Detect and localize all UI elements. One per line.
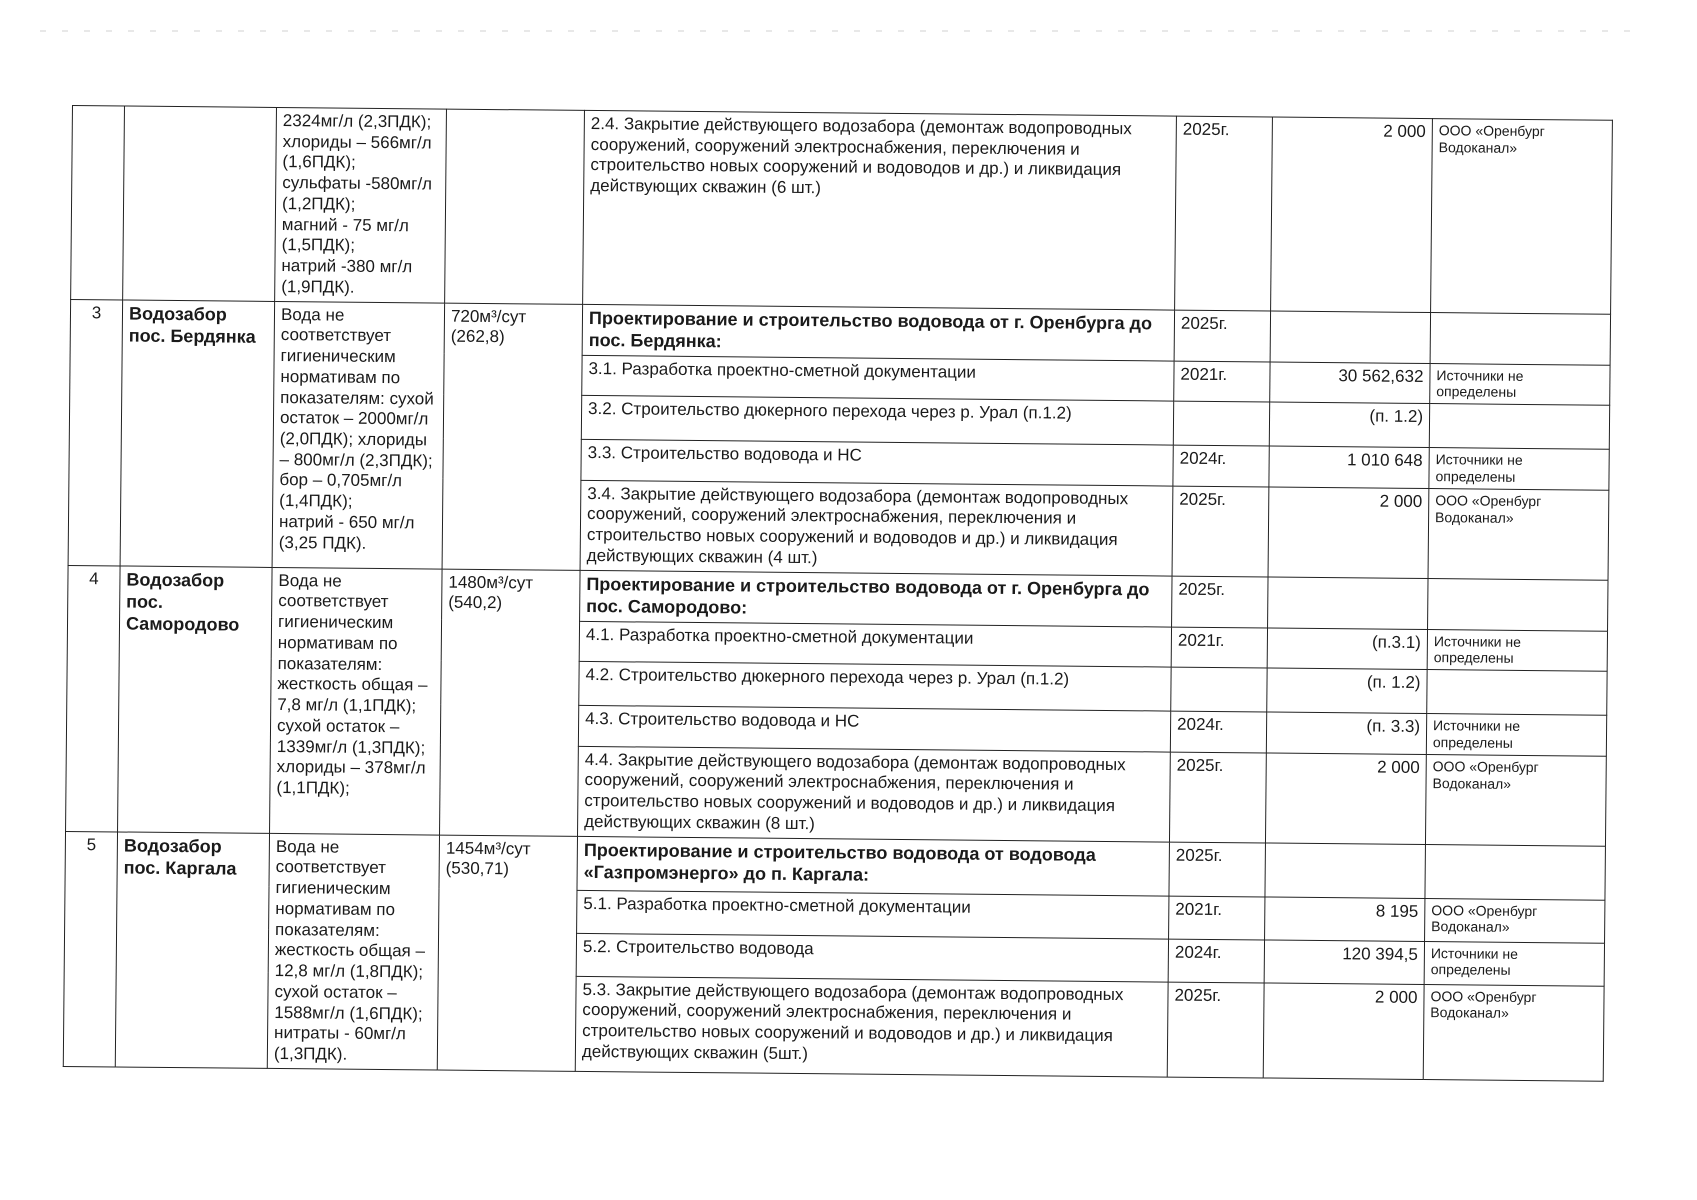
work-cost: (п. 1.2) [1267, 668, 1427, 714]
row-number: 3 [68, 299, 123, 566]
work-cost: (п.3.1) [1267, 628, 1427, 670]
work-year: 2024г. [1168, 939, 1264, 983]
work-cost: 2 000 [1265, 753, 1426, 844]
work-cost: 2 000 [1268, 487, 1429, 578]
funding-source [1428, 578, 1608, 631]
work-cost [1268, 577, 1428, 629]
funding-source: ООО «Оренбург Водоканал» [1431, 119, 1613, 314]
funding-source: Источники не определены [1427, 629, 1607, 671]
work-year [1173, 401, 1269, 446]
work-cost: 120 394,5 [1264, 940, 1424, 985]
work-cost: (п. 3.3) [1266, 712, 1426, 754]
funding-source [1430, 312, 1610, 365]
work-cost [1265, 843, 1426, 898]
work-item: 5.1. Разработка проектно-сметной документации [577, 890, 1169, 939]
work-year [1171, 667, 1267, 712]
work-header: Проектирование и строительство водовода от г. Оренбурга до пос. Самородово: [580, 570, 1172, 627]
water-quality-description: Вода не соответствует гигиеническим нормативам по показателям: жесткость общая – 12,8 мг/л (1,8ПДК); сухой остаток – 1588мг/л (1,6ПДК); нитраты - 60мг/л (1,3ПДК). [267, 833, 439, 1070]
work-year: 2021г. [1174, 361, 1270, 403]
work-item: 3.4. Закрытие действующего водозабора (демонтаж водопроводных сооружений, сооружений электроснабжения, переключения и строительство новых сооружений и водоводов и др.) и ликвидация действующих скважин (4 шт.) [580, 480, 1173, 576]
funding-source [1427, 670, 1607, 716]
work-cost: 2 000 [1271, 117, 1433, 312]
table-row [71, 106, 1613, 314]
intake-capacity: 720м³/сут (262,8) [442, 303, 583, 570]
row-number [71, 106, 125, 300]
work-cost: (п. 1.2) [1269, 402, 1429, 448]
funding-source [1425, 844, 1606, 900]
work-year: 2024г. [1173, 445, 1269, 487]
work-year: 2021г. [1171, 627, 1267, 669]
work-year: 2025г. [1172, 486, 1269, 577]
work-item: 5.2. Строительство водовода [576, 933, 1168, 982]
work-year: 2025г. [1172, 576, 1268, 628]
work-item: 3.2. Строительство дюкерного перехода через р. Урал (п.1.2) [581, 396, 1173, 446]
water-quality-description: Вода не соответствует гигиеническим нормативам по показателям: жесткость общая – 7,8 мг/л (1,1ПДК); сухой остаток – 1339мг/л (1,3ПДК); хлориды – 378мг/л (1,1ПДК); [270, 567, 443, 835]
work-item: 2.4. Закрытие действующего водозабора (демонтаж водопроводных сооружений, сооружений электроснабжения, переключения и строительство новых сооружений и водоводов и др.) и ликвидация действующих скважин (6 шт.) [583, 110, 1177, 309]
work-item: 4.3. Строительство водовода и НС [578, 706, 1170, 752]
water-quality-description: 2324мг/л (2,3ПДК); хлориды – 566мг/л (1,6ПДК); сульфаты -580мг/л (1,2ПДК); магний - 75 мг/л (1,5ПДК); натрий -380 мг/л (1,9ПДК). [275, 107, 447, 302]
funding-source: Источники не определены [1426, 714, 1606, 756]
work-year: 2025г. [1175, 116, 1273, 311]
work-item: 5.3. Закрытие действующего водозабора (демонтаж водопроводных сооружений, сооружений электроснабжения, переключения и строительство новых сооружений и водоводов и др.) и ликвидация действующих скважин (5шт.) [575, 976, 1168, 1077]
row-number: 5 [63, 831, 117, 1067]
intake-name [123, 106, 277, 301]
intake-capacity: 1480м³/сут (540,2) [440, 569, 581, 836]
funding-source: ООО «Оренбург Водоканал» [1423, 984, 1604, 1081]
work-item: 3.1. Разработка проектно-сметной документации [582, 355, 1174, 401]
funding-source: Источники не определены [1429, 448, 1609, 490]
work-header: Проектирование и строительство водовода от г. Оренбурга до пос. Бердянка: [582, 304, 1174, 361]
work-item: 3.3. Строительство водовода и НС [581, 440, 1173, 486]
work-cost: 1 010 648 [1269, 446, 1429, 488]
work-item: 4.1. Разработка проектно-сметной документации [579, 621, 1171, 667]
funding-source: ООО «Оренбург Водоканал» [1428, 488, 1609, 580]
work-year: 2025г. [1169, 842, 1266, 897]
work-header: Проектирование и строительство водовода от водовода «Газпромэнерго» до п. Каргала: [577, 836, 1169, 896]
water-quality-description: Вода не соответствует гигиеническим нормативам по показателям: сухой остаток – 2000мг/л (2,0ПДК); хлориды – 800мг/л (2,3ПДК); бор – 0,705мг/л (1,4ПДК); натрий - 650 мг/л (3,25 ПДК). [272, 301, 445, 569]
measures-table [63, 105, 1613, 1081]
scan-artifact [40, 30, 1640, 32]
work-year: 2025г. [1167, 982, 1264, 1078]
intake-name: Водозабор пос. Самородово [118, 566, 273, 833]
intake-capacity: 1454м³/сут (530,71) [437, 835, 577, 1071]
funding-source: Источники не определены [1424, 941, 1604, 986]
work-year: 2021г. [1169, 896, 1265, 940]
work-cost: 30 562,632 [1270, 362, 1430, 404]
intake-capacity [445, 109, 585, 304]
work-cost: 8 195 [1265, 897, 1425, 942]
funding-source [1429, 404, 1609, 450]
work-year: 2024г. [1170, 711, 1266, 753]
funding-source: ООО «Оренбург Водоканал» [1425, 754, 1606, 846]
funding-source: Источники не определены [1430, 363, 1610, 405]
work-item: 4.4. Закрытие действующего водозабора (демонтаж водопроводных сооружений, сооружений электроснабжения, переключения и строительство новых сооружений и водоводов и др.) и ликвидация действующих скважин (8 шт.) [578, 746, 1171, 842]
work-item: 4.2. Строительство дюкерного перехода через р. Урал (п.1.2) [579, 662, 1171, 712]
work-year: 2025г. [1169, 752, 1266, 843]
funding-source: ООО «Оренбург Водоканал» [1425, 898, 1605, 943]
work-year: 2025г. [1174, 310, 1270, 362]
work-cost: 2 000 [1263, 982, 1424, 1079]
row-number: 4 [66, 565, 121, 832]
intake-name: Водозабор пос. Бердянка [120, 300, 275, 567]
intake-name: Водозабор пос. Каргала [115, 832, 269, 1069]
work-cost [1270, 311, 1430, 363]
